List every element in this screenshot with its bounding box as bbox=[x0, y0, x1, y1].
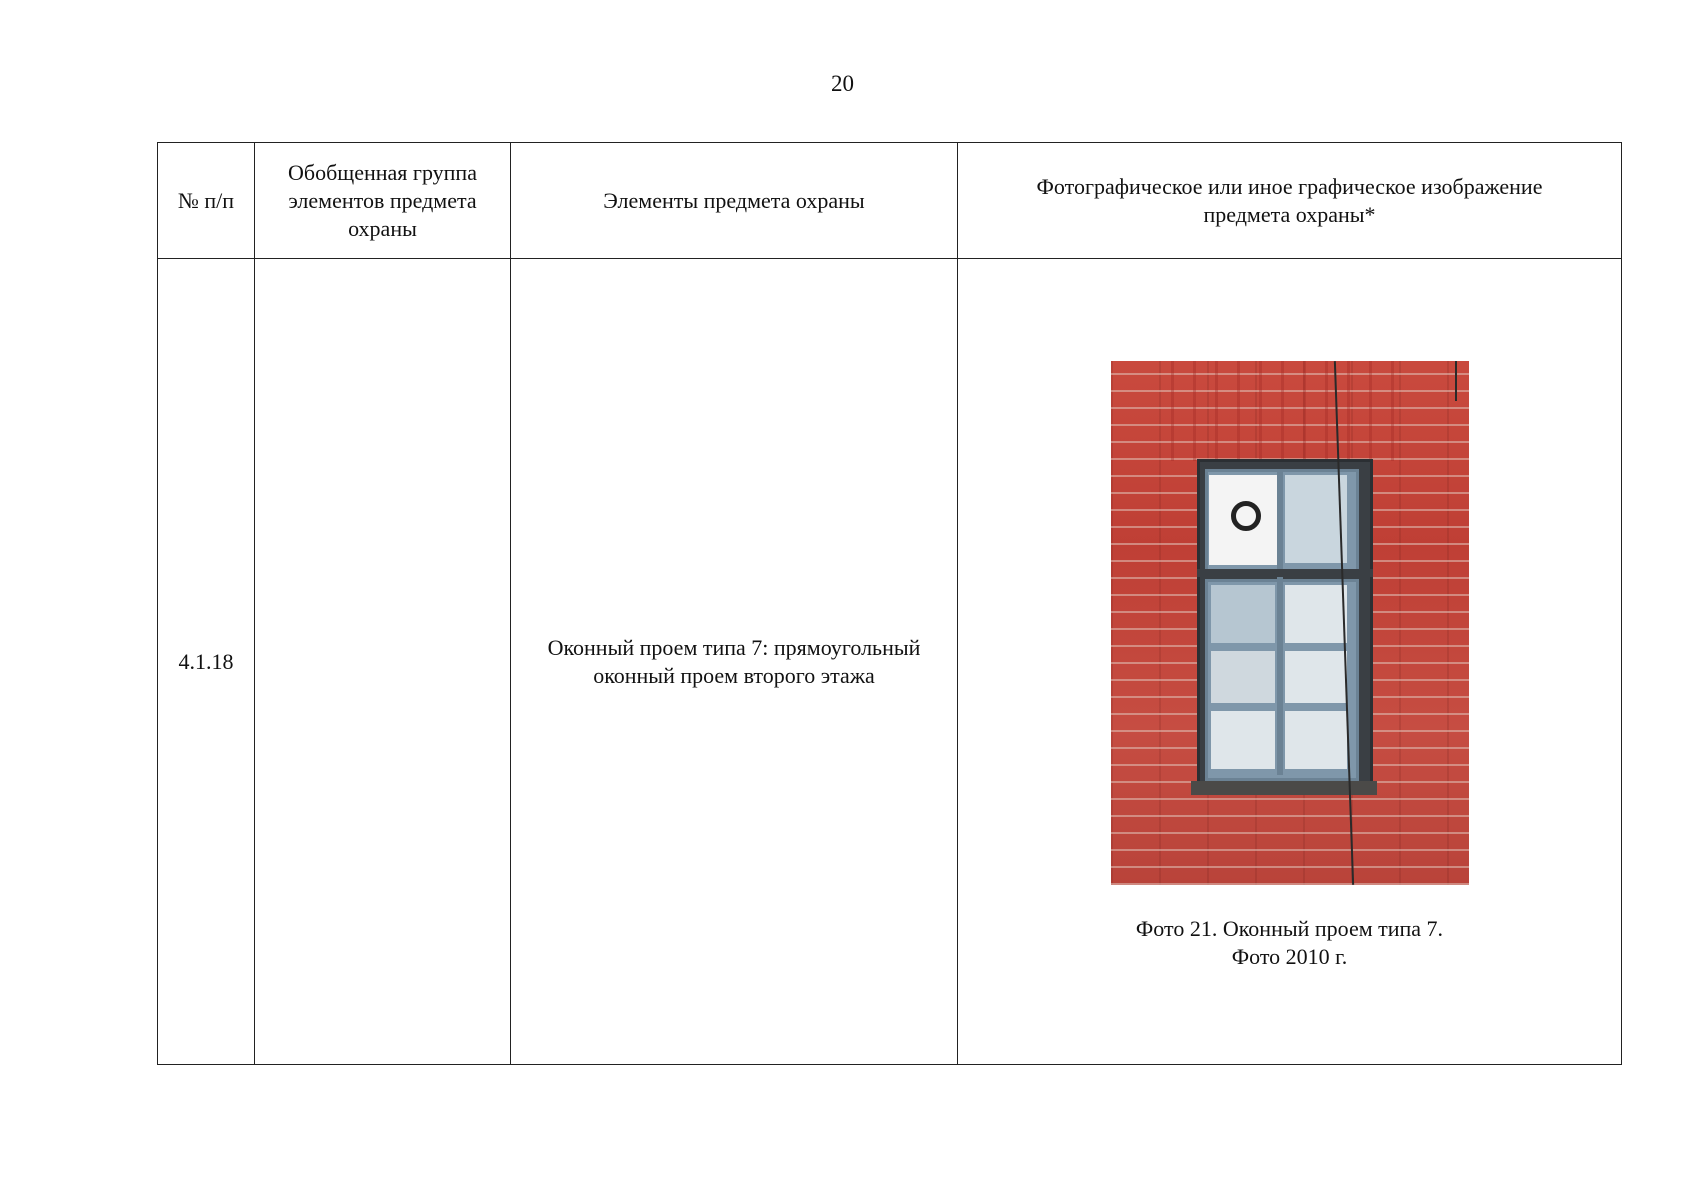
photo-block bbox=[970, 353, 1609, 971]
row-num: 4.1.18 bbox=[158, 259, 255, 1065]
row-image-cell bbox=[958, 259, 1622, 1065]
header-group: Обобщенная группа элементов предмета охраны bbox=[255, 143, 511, 259]
protection-elements-table bbox=[157, 142, 1622, 1065]
window-mullion bbox=[1277, 469, 1283, 775]
window-transom bbox=[1197, 569, 1373, 577]
window-pane bbox=[1285, 711, 1347, 769]
header-image: Фотографическое или иное графическое изображение предмета охраны* bbox=[958, 143, 1622, 259]
sign-emblem-icon bbox=[1231, 501, 1261, 531]
window-pane bbox=[1285, 651, 1347, 703]
window-photo bbox=[1111, 361, 1469, 885]
row-element: Оконный проем типа 7: прямоугольный оконный проем второго этажа bbox=[511, 259, 958, 1065]
table-row bbox=[158, 259, 1622, 1065]
photo-caption bbox=[1136, 915, 1443, 971]
window-pane bbox=[1211, 711, 1275, 769]
window-pane bbox=[1285, 475, 1347, 563]
photo-caption-line1: Фото 21. Оконный проем типа 7. bbox=[1135, 915, 1444, 941]
window-pane bbox=[1285, 585, 1347, 643]
header-num: № п/п bbox=[158, 143, 255, 259]
photo-caption-line2: Фото 2010 г. bbox=[1231, 943, 1348, 969]
row-group bbox=[255, 259, 511, 1065]
brick-arch bbox=[1171, 361, 1401, 461]
page-number: 20 bbox=[831, 71, 854, 96]
window-pane bbox=[1211, 651, 1275, 703]
window-pane bbox=[1211, 585, 1275, 643]
header-elements: Элементы предмета охраны bbox=[511, 143, 958, 259]
table-header-row bbox=[158, 143, 1622, 259]
cable bbox=[1455, 361, 1457, 401]
